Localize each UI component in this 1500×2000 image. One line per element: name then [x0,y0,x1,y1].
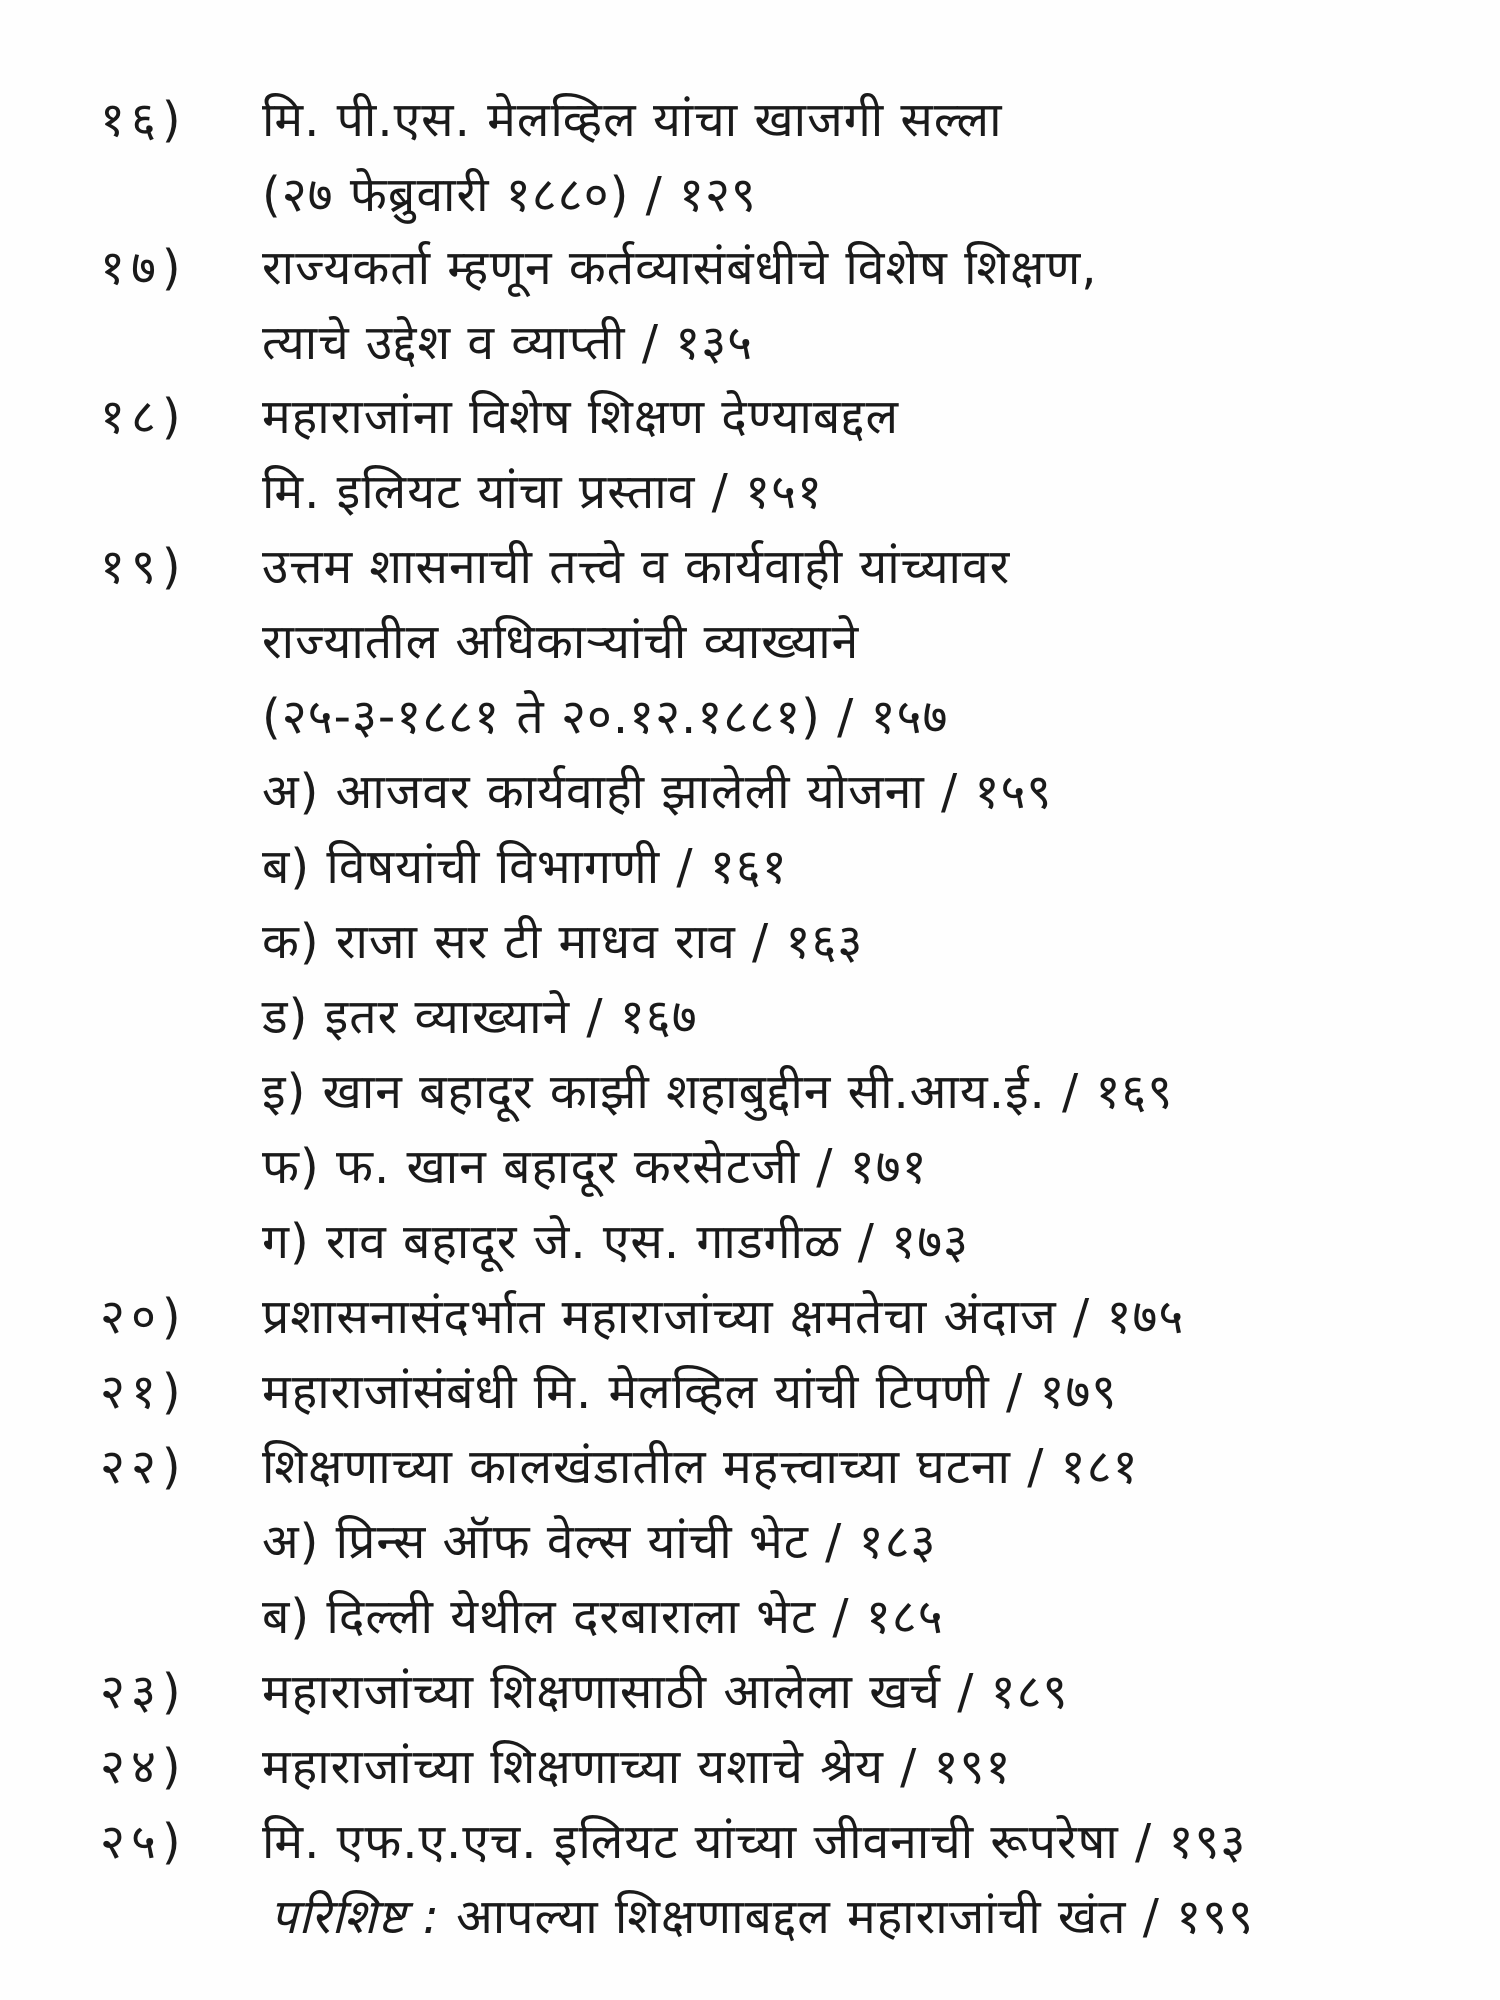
entry-line: मि. इलियट यांचा प्रस्ताव / १५१ [262,464,823,520]
entry-line: (२७ फेब्रुवारी १८८०) / १२९ [262,167,757,223]
sub-entry: अ) प्रिन्स ऑफ वेल्स यांची भेट / १८३ [262,1514,937,1570]
sub-entry: ब) विषयांची विभागणी / १६१ [262,839,788,895]
entry-line: त्याचे उद्देश व व्याप्ती / १३५ [262,315,754,371]
appendix-label: परिशिष्ट : [270,1889,440,1945]
entry-line: राज्यातील अधिकाऱ्यांची व्याख्याने [262,614,860,670]
entry-number: १७) [100,240,187,296]
appendix-text: आपल्या शिक्षणाबद्दल महाराजांची खंत / १९९ [456,1889,1255,1945]
entry-number: २१) [100,1364,187,1420]
sub-entry: अ) आजवर कार्यवाही झालेली योजना / १५९ [262,764,1053,820]
entry-line: मि. एफ.ए.एच. इलियट यांच्या जीवनाची रूपरेषा / १९३ [262,1814,1247,1870]
entry-number: १९) [100,539,187,595]
entry-line: शिक्षणाच्या कालखंडातील महत्त्वाच्या घटना / १८१ [262,1439,1139,1495]
entry-line: (२५-३-१८८१ ते २०.१२.१८८१) / १५७ [262,689,949,745]
sub-entry: क) राजा सर टी माधव राव / १६३ [262,914,864,970]
entry-number: १८) [100,389,187,445]
entry-number: २२) [100,1439,187,1495]
entry-number: २४) [100,1739,187,1795]
entry-line: प्रशासनासंदर्भात महाराजांच्या क्षमतेचा अंदाज / १७५ [262,1289,1185,1345]
entry-number: १६) [100,92,187,148]
entry-line: महाराजांच्या शिक्षणासाठी आलेला खर्च / १८९ [262,1664,1069,1720]
entry-number: २०) [100,1289,187,1345]
sub-entry: ब) दिल्ली येथील दरबाराला भेट / १८५ [262,1589,944,1645]
entry-number: २३) [100,1664,187,1720]
entry-line: मि. पी.एस. मेलव्हिल यांचा खाजगी सल्ला [262,92,1003,148]
sub-entry: फ) फ. खान बहादूर करसेटजी / १७१ [262,1139,928,1195]
entry-line: महाराजांना विशेष शिक्षण देण्याबद्दल [262,389,900,445]
entry-line: राज्यकर्ता म्हणून कर्तव्यासंबंधीचे विशेष शिक्षण, [262,240,1098,296]
appendix-line [270,1887,1254,1947]
sub-entry: ड) इतर व्याख्याने / १६७ [262,989,698,1045]
entry-line: महाराजांच्या शिक्षणाच्या यशाचे श्रेय / १९१ [262,1739,1012,1795]
sub-entry: इ) खान बहादूर काझी शहाबुद्दीन सी.आय.ई. / १६९ [262,1064,1174,1120]
entry-line: उत्तम शासनाची तत्त्वे व कार्यवाही यांच्यावर [262,539,1011,595]
sub-entry: ग) राव बहादूर जे. एस. गाडगीळ / १७३ [262,1214,970,1270]
entry-line: महाराजांसंबंधी मि. मेलव्हिल यांची टिपणी / १७९ [262,1364,1118,1420]
entry-number: २५) [100,1814,187,1870]
